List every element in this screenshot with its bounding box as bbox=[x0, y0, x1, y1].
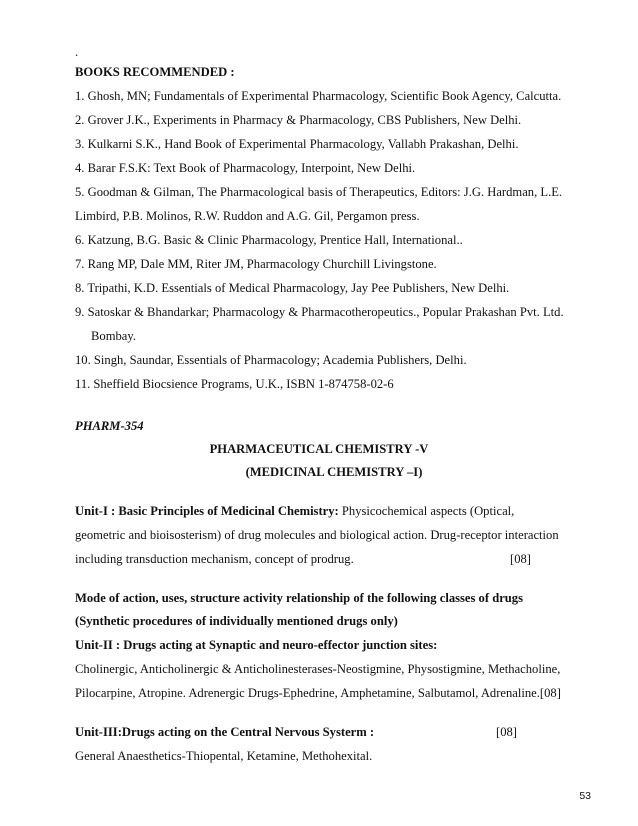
book-item-5-cont: Limbird, P.B. Molinos, R.W. Ruddon and A.G. Gil, Pergamon press. bbox=[75, 209, 420, 223]
mode-line2: (Synthetic procedures of individually mentioned drugs only) bbox=[75, 614, 398, 628]
book-item-7: 7. Rang MP, Dale MM, Riter JM, Pharmacology Churchill Livingstone. bbox=[75, 257, 437, 271]
book-item-9-cont: Bombay. bbox=[91, 329, 137, 343]
book-item-6: 6. Katzung, B.G. Basic & Clinic Pharmacology, Prentice Hall, International.. bbox=[75, 233, 463, 247]
unit1-line1 bbox=[75, 503, 514, 519]
course-subtitle: (MEDICINAL CHEMISTRY –I) bbox=[245, 465, 423, 479]
unit2-line2: Pilocarpine, Atropine. Adrenergic Drugs-Ephedrine, Amphetamine, Salbutamol, Adrenaline.[08] bbox=[75, 686, 561, 700]
book-item-8: 8. Tripathi, K.D. Essentials of Medical Pharmacology, Jay Pee Publishers, New Delhi. bbox=[75, 281, 510, 295]
unit2-heading: Unit-II : Drugs acting at Synaptic and neuro-effector junction sites: bbox=[75, 638, 438, 652]
book-item-1: 1. Ghosh, MN; Fundamentals of Experimental Pharmacology, Scientific Book Agency, Calcutta. bbox=[75, 89, 562, 103]
book-item-10: 10. Singh, Saundar, Essentials of Pharmacology; Academia Publishers, Delhi. bbox=[75, 353, 467, 367]
unit1-line2: geometric and bioisosterism) of drug molecules and biological action. Drug-receptor interaction bbox=[75, 528, 559, 542]
book-item-4: 4. Barar F.S.K: Text Book of Pharmacology, Interpoint, New Delhi. bbox=[75, 161, 416, 175]
stray-dot: . bbox=[75, 45, 79, 59]
unit3-hours: [08] bbox=[496, 725, 517, 739]
book-item-9: 9. Satoskar & Bhandarkar; Pharmacology & Pharmacotheropeutics., Popular Prakashan Pvt. Ltd. bbox=[75, 305, 564, 319]
unit3-line1: General Anaesthetics-Thiopental, Ketamine, Methohexital. bbox=[75, 749, 373, 763]
unit1-heading: Unit-I : Basic Principles of Medicinal Chemistry: bbox=[75, 504, 339, 518]
course-title: PHARMACEUTICAL CHEMISTRY -V bbox=[209, 442, 429, 456]
course-code: PHARM-354 bbox=[75, 419, 144, 433]
book-item-2: 2. Grover J.K., Experiments in Pharmacy & Pharmacology, CBS Publishers, New Delhi. bbox=[75, 113, 522, 127]
mode-line1: Mode of action, uses, structure activity relationship of the following classes of drugs bbox=[75, 591, 523, 605]
unit1-line3: including transduction mechanism, concept of prodrug. bbox=[75, 552, 354, 566]
unit1-hours: [08] bbox=[510, 552, 531, 566]
books-heading: BOOKS RECOMMENDED : bbox=[75, 65, 235, 79]
unit2-line1: Cholinergic, Anticholinergic & Anticholinesterases-Neostigmine, Physostigmine, Methacholine, bbox=[75, 662, 561, 676]
unit1-line1-text: Physicochemical aspects (Optical, bbox=[338, 504, 515, 518]
page-number: 53 bbox=[579, 790, 591, 802]
book-item-5: 5. Goodman & Gilman, The Pharmacological basis of Therapeutics, Editors: J.G. Hardman, L.E. bbox=[75, 185, 563, 199]
book-item-3: 3. Kulkarni S.K., Hand Book of Experimental Pharmacology, Vallabh Prakashan, Delhi. bbox=[75, 137, 519, 151]
unit3-heading: Unit-III:Drugs acting on the Central Nervous Systerm : bbox=[75, 725, 375, 739]
book-item-11: 11. Sheffield Biocsience Programs, U.K., ISBN 1-874758-02-6 bbox=[75, 377, 394, 391]
